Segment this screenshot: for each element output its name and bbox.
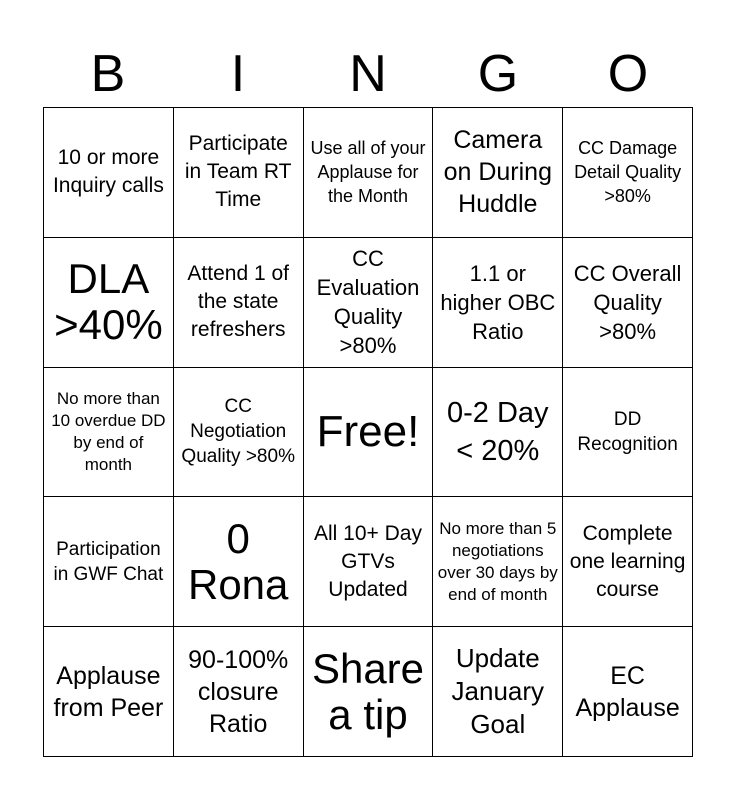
bingo-board [43, 107, 693, 757]
cell-label: No more than 10 overdue DD by end of month [51, 388, 166, 474]
cell-label: 90-100% closure Ratio [188, 645, 289, 738]
bingo-cell-i4[interactable] [174, 497, 304, 627]
bingo-cell-n2[interactable] [304, 238, 434, 368]
bingo-header [43, 40, 693, 108]
cell-label: 10 or more Inquiry calls [52, 146, 164, 198]
bingo-cell-b1[interactable] [44, 108, 174, 238]
cell-label: No more than 5 negotiations over 30 days by end of month [437, 518, 558, 604]
cell-label: Share a tip [311, 644, 425, 738]
bingo-cell-b3[interactable] [44, 368, 174, 498]
bingo-cell-free[interactable] [304, 368, 434, 498]
bingo-cell-o1[interactable] [563, 108, 693, 238]
cell-label: 0 Rona [187, 514, 289, 608]
cell-label: Update January Goal [451, 643, 545, 740]
cell-label: Applause from Peer [53, 661, 164, 722]
bingo-cell-g2[interactable] [433, 238, 563, 368]
bingo-cell-o5[interactable] [563, 627, 693, 757]
bingo-cell-b2[interactable] [44, 238, 174, 368]
cell-label: Attend 1 of the state refreshers [187, 262, 289, 342]
cell-label: DLA >40% [54, 255, 163, 349]
bingo-cell-i2[interactable] [174, 238, 304, 368]
bingo-cell-b5[interactable] [44, 627, 174, 757]
cell-label: DD Recognition [577, 408, 678, 455]
cell-label: CC Damage Detail Quality >80% [574, 138, 682, 207]
cell-label: CC Evaluation Quality >80% [316, 246, 420, 359]
bingo-cell-n4[interactable] [304, 497, 434, 627]
bingo-cell-o3[interactable] [563, 368, 693, 498]
header-letter-i: I [230, 45, 246, 103]
cell-label: 0-2 Day < 20% [447, 396, 549, 467]
cell-label: Participate in Team RT Time [184, 132, 292, 212]
header-letter-n: N [349, 45, 387, 103]
cell-label: Camera on During Huddle [443, 126, 552, 219]
bingo-cell-g1[interactable] [433, 108, 563, 238]
cell-label: All 10+ Day GTVs Updated [314, 521, 422, 601]
cell-label: 1.1 or higher OBC Ratio [440, 260, 556, 344]
bingo-cell-g3[interactable] [433, 368, 563, 498]
bingo-cell-b4[interactable] [44, 497, 174, 627]
bingo-cell-n5[interactable] [304, 627, 434, 757]
bingo-cell-g5[interactable] [433, 627, 563, 757]
cell-label: CC Overall Quality >80% [573, 260, 682, 344]
cell-label: Use all of your Applause for the Month [310, 138, 426, 207]
header-letter-b: B [90, 45, 126, 103]
bingo-cell-o2[interactable] [563, 238, 693, 368]
header-letter-o: O [607, 45, 649, 103]
bingo-cell-g4[interactable] [433, 497, 563, 627]
cell-label: Free! [316, 406, 420, 456]
bingo-cell-o4[interactable] [563, 497, 693, 627]
bingo-cell-i5[interactable] [174, 627, 304, 757]
cell-label: Complete one learning course [569, 521, 686, 601]
header-letter-g: G [477, 45, 519, 103]
bingo-cell-i3[interactable] [174, 368, 304, 498]
cell-label: Participation in GWF Chat [53, 538, 164, 585]
bingo-cell-n1[interactable] [304, 108, 434, 238]
bingo-cell-i1[interactable] [174, 108, 304, 238]
cell-label: CC Negotiation Quality >80% [181, 396, 295, 468]
cell-label: EC Applause [575, 661, 680, 722]
